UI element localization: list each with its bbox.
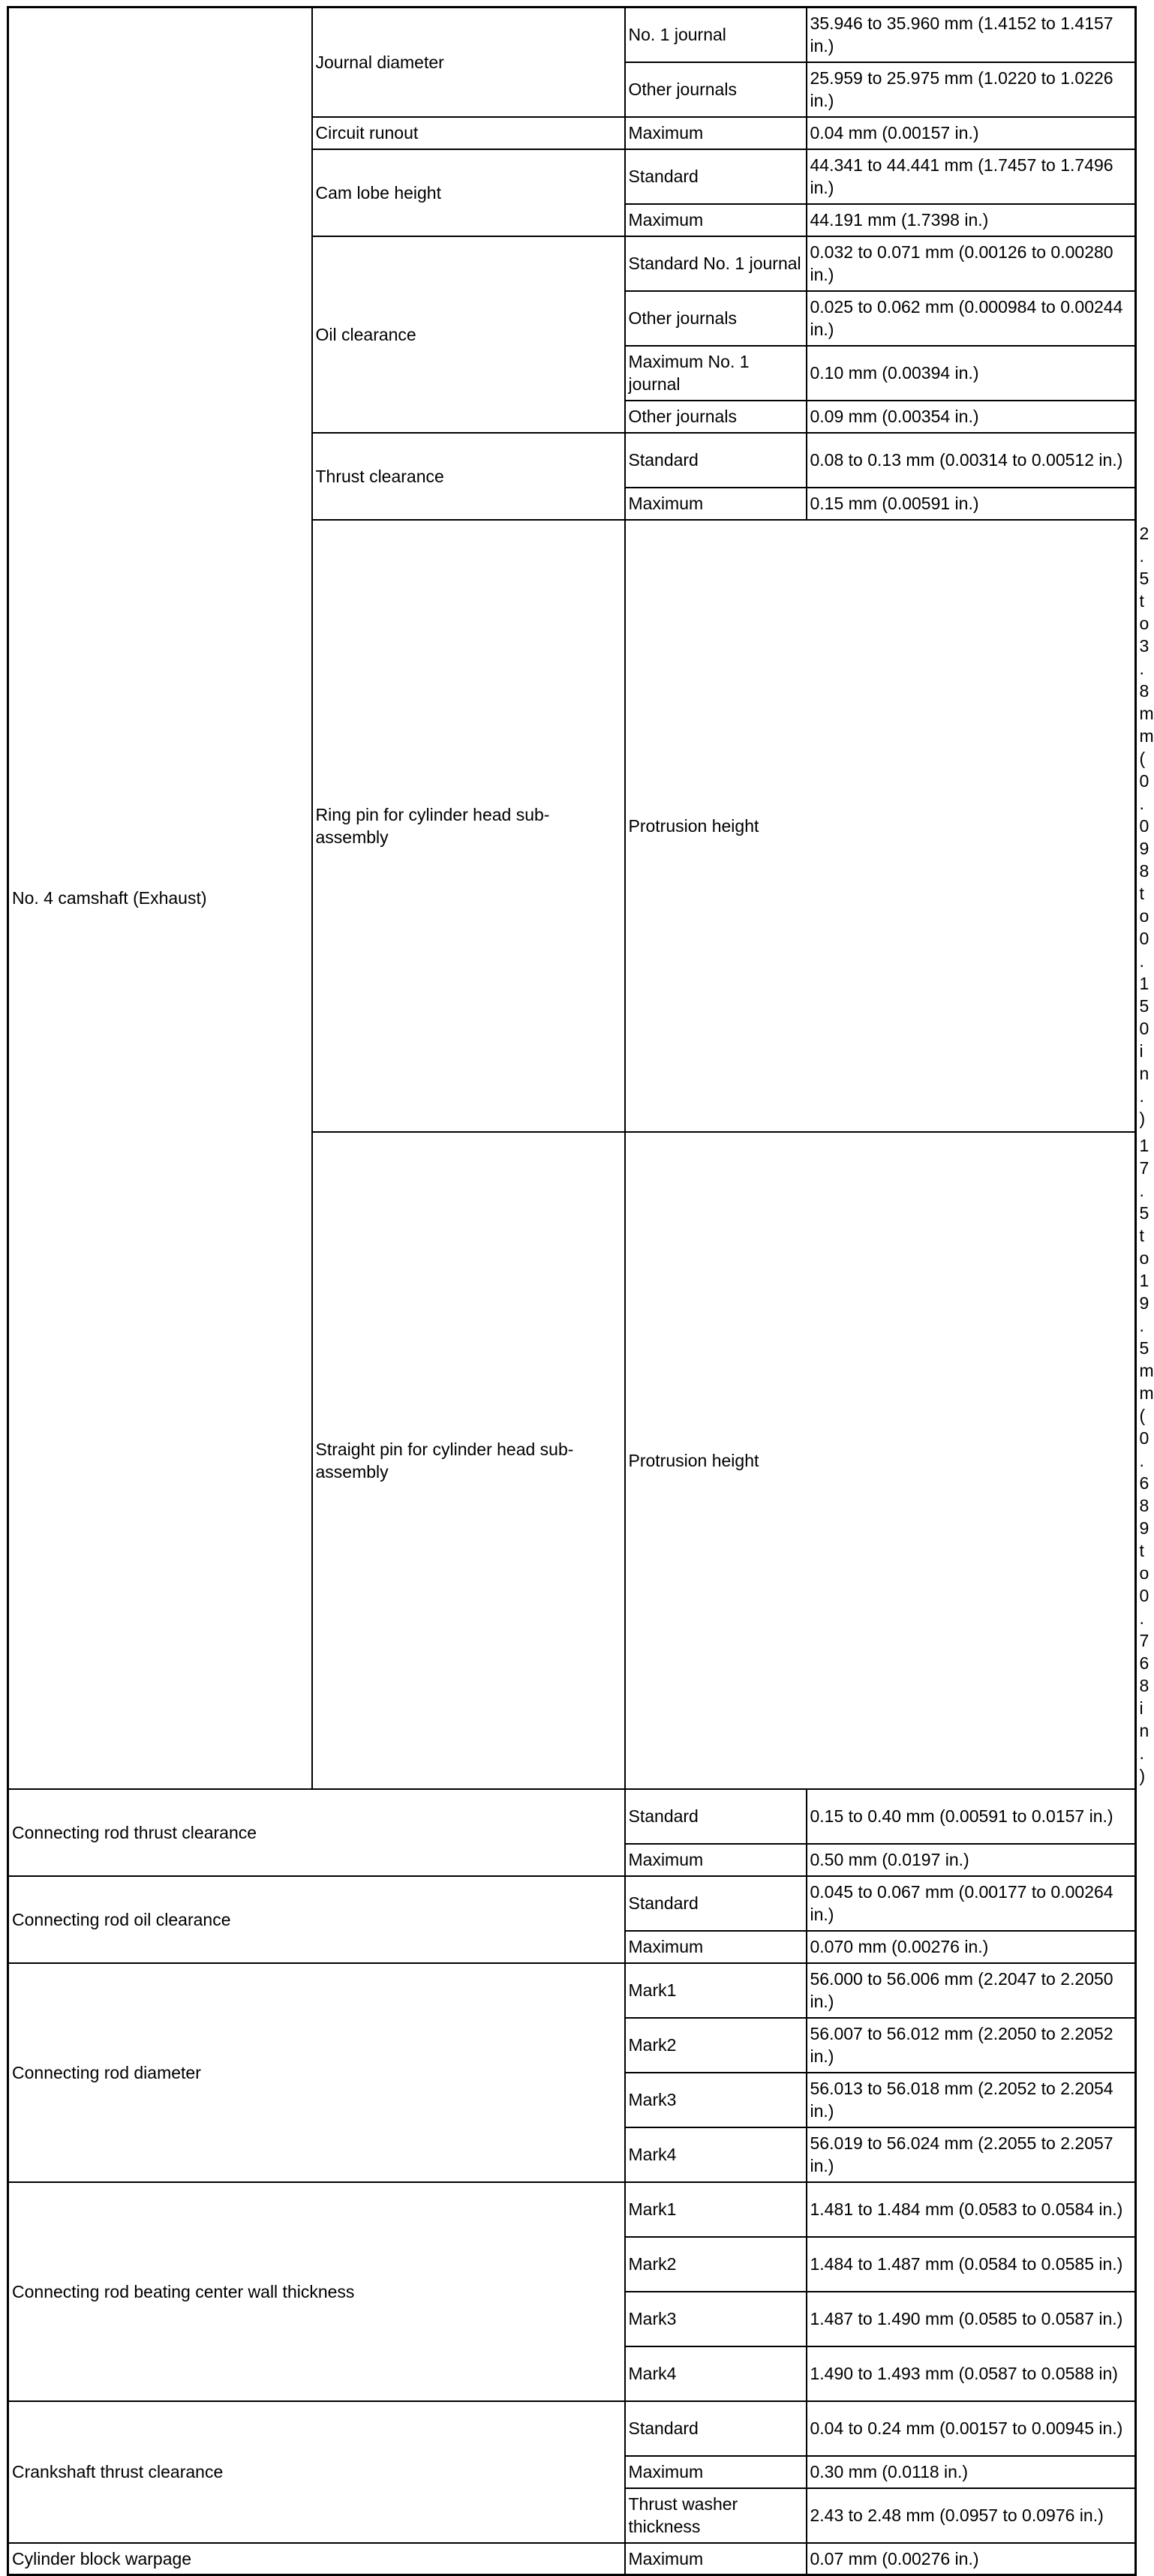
table-cell: 25.959 to 25.975 mm (1.0220 to 1.0226 in.) (807, 62, 1136, 117)
table-cell: Mark4 (625, 2346, 807, 2401)
table-cell: Mark1 (625, 2182, 807, 2237)
table-cell: Mark2 (625, 2237, 807, 2292)
table-row (8, 1789, 1136, 1844)
table-cell: Other journals (625, 62, 807, 117)
table-cell: Crankshaft thrust clearance (8, 2401, 625, 2543)
table-cell: Standard (625, 2401, 807, 2456)
table-cell: 0.15 mm (0.00591 in.) (807, 488, 1136, 520)
table-cell: 1.481 to 1.484 mm (0.0583 to 0.0584 in.) (807, 2182, 1136, 2237)
table-cell: Standard (625, 1789, 807, 1844)
table-row (8, 2543, 1136, 2575)
table-cell: Standard (625, 433, 807, 488)
table-cell: 0.08 to 0.13 mm (0.00314 to 0.00512 in.) (807, 433, 1136, 488)
table-cell: Mark1 (625, 1963, 807, 2018)
table-cell: Maximum (625, 488, 807, 520)
table-row (8, 8, 1136, 62)
table-cell: Circuit runout (312, 117, 625, 149)
table-cell: 56.007 to 56.012 mm (2.2050 to 2.2052 in.) (807, 2018, 1136, 2073)
table-cell: 0.04 to 0.24 mm (0.00157 to 0.00945 in.) (807, 2401, 1136, 2456)
table-cell: Other journals (625, 401, 807, 433)
table-cell: 56.000 to 56.006 mm (2.2047 to 2.2050 in.) (807, 1963, 1136, 2018)
table-cell: 0.30 mm (0.0118 in.) (807, 2456, 1136, 2488)
table-row: Ring pin for cylinder head sub-assembly Protrusion height 2.5 to 3.8 mm (0.098 to 0.150 in.) (8, 520, 1136, 1132)
table-cell: 0.07 mm (0.00276 in.) (807, 2543, 1136, 2575)
table-cell: 0.045 to 0.067 mm (0.00177 to 0.00264 in.) (807, 1876, 1136, 1931)
table-cell: 56.019 to 56.024 mm (2.2055 to 2.2057 in.) (807, 2127, 1136, 2182)
table-cell: Oil clearance (312, 236, 625, 433)
table-cell: No. 1 journal (625, 8, 807, 62)
table-cell: Mark2 (625, 2018, 807, 2073)
table-cell: 0.04 mm (0.00157 in.) (807, 117, 1136, 149)
table-cell: Connecting rod thrust clearance (8, 1789, 625, 1876)
table-cell: 0.032 to 0.071 mm (0.00126 to 0.00280 in.) (807, 236, 1136, 291)
table-cell: 44.191 mm (1.7398 in.) (807, 204, 1136, 236)
table-cell: Cam lobe height (312, 149, 625, 236)
table-cell: 1.484 to 1.487 mm (0.0584 to 0.0585 in.) (807, 2237, 1136, 2292)
table-cell: Maximum (625, 1844, 807, 1876)
table-cell: Journal diameter (312, 8, 625, 117)
table-row (8, 2401, 1136, 2456)
table-cell: Connecting rod oil clearance (8, 1876, 625, 1963)
table-cell: Maximum (625, 2543, 807, 2575)
table-cell: Protrusion height (625, 520, 1136, 1132)
table-cell: 1.487 to 1.490 mm (0.0585 to 0.0587 in.) (807, 2292, 1136, 2346)
table-cell: Connecting rod diameter (8, 1963, 625, 2182)
table-cell: Mark3 (625, 2292, 807, 2346)
table-cell: Maximum (625, 1931, 807, 1963)
table-cell: 0.070 mm (0.00276 in.) (807, 1931, 1136, 1963)
table-cell: Mark4 (625, 2127, 807, 2182)
table-cell: 0.50 mm (0.0197 in.) (807, 1844, 1136, 1876)
table-cell: 35.946 to 35.960 mm (1.4152 to 1.4157 in.) (807, 8, 1136, 62)
table-cell: Standard (625, 1876, 807, 1931)
table-cell: 0.09 mm (0.00354 in.) (807, 401, 1136, 433)
table-cell: 1.490 to 1.493 mm (0.0587 to 0.0588 in) (807, 2346, 1136, 2401)
table-cell: Maximum No. 1 journal (625, 346, 807, 401)
table-cell: Maximum (625, 117, 807, 149)
table-cell: 56.013 to 56.018 mm (2.2052 to 2.2054 in.) (807, 2073, 1136, 2127)
table-cell: 44.341 to 44.441 mm (1.7457 to 1.7496 in.) (807, 149, 1136, 204)
table-cell: Mark3 (625, 2073, 807, 2127)
table-cell: Cylinder block warpage (8, 2543, 625, 2575)
table-cell: No. 4 camshaft (Exhaust) (8, 8, 312, 1789)
table-cell: 0.025 to 0.062 mm (0.000984 to 0.00244 in.) (807, 291, 1136, 346)
table-cell: 0.10 mm (0.00394 in.) (807, 346, 1136, 401)
table-cell: Connecting rod beating center wall thickness (8, 2182, 625, 2401)
table-cell: Thrust washer thickness (625, 2488, 807, 2543)
table-cell: Other journals (625, 291, 807, 346)
table-row (8, 1876, 1136, 1931)
table-cell: Maximum (625, 2456, 807, 2488)
table-cell: Ring pin for cylinder head sub-assembly (312, 520, 625, 1132)
table-cell: 0.15 to 0.40 mm (0.00591 to 0.0157 in.) (807, 1789, 1136, 1844)
table-cell: Protrusion height (625, 1132, 1136, 1789)
table-cell: 2.43 to 2.48 mm (0.0957 to 0.0976 in.) (807, 2488, 1136, 2543)
table-cell: Standard No. 1 journal (625, 236, 807, 291)
table-row: Straight pin for cylinder head sub-assembly Protrusion height 17.5 to 19.5 mm (0.689 to 0.768 in.) (8, 1132, 1136, 1789)
table-cell: Maximum (625, 204, 807, 236)
specification-table (7, 6, 1154, 2576)
table-row (8, 1963, 1136, 2018)
table-cell: Thrust clearance (312, 433, 625, 520)
table-cell: Straight pin for cylinder head sub-assembly (312, 1132, 625, 1789)
table-cell: Standard (625, 149, 807, 204)
specification-table-body (8, 8, 1154, 2575)
table-row (8, 2182, 1136, 2237)
